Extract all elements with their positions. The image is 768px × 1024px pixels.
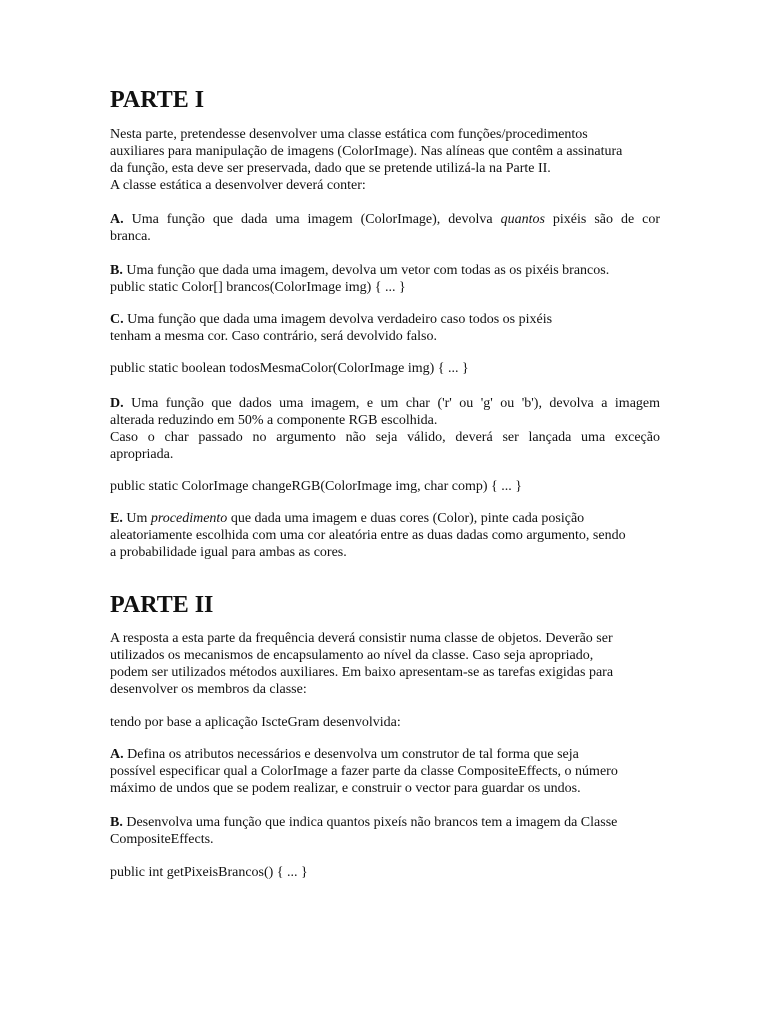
item-2b-signature: public int getPixeisBrancos() { ... }	[110, 865, 308, 880]
item-2b-text: Desenvolva uma função que indica quantos pixeís não brancos tem a imagem da Classe	[126, 815, 618, 830]
parte-2-intro	[110, 630, 660, 698]
item-1c-line	[110, 311, 660, 328]
item-1b-text: Uma função que dada uma imagem, devolva um vetor com todas as os pixéis brancos.	[126, 263, 610, 278]
intro-line: da função, esta deve ser preservada, dado que se pretende utilizá-la na Parte II.	[110, 161, 551, 176]
item-1c	[110, 311, 660, 345]
item-1b-signature: public static Color[] brancos(ColorImage img) { ... }	[110, 280, 406, 295]
item-letter: B.	[110, 815, 123, 830]
item-1e	[110, 510, 660, 561]
item-1d-line2: alterada reduzindo em 50% a componente RGB escolhida.	[110, 413, 438, 428]
item-letter: C.	[110, 312, 124, 327]
intro-line: podem ser utilizados métodos auxiliares. Em baixo apresentam-se as tarefas exigidas para	[110, 665, 614, 680]
item-1a-line2: branca.	[110, 229, 151, 244]
item-2a-line2: possível especificar qual a ColorImage a fazer parte da classe CompositeEffects, o número	[110, 764, 618, 779]
item-1d-line3: Caso o char passado no argumento não seja válido, deverá ser lançada uma exceção	[110, 430, 660, 445]
item-letter: E.	[110, 511, 123, 526]
item-1e-line2: aleatoriamente escolhida com uma cor aleatória entre as duas dadas como argumento, sendo	[110, 528, 626, 543]
parte-2-base: tendo por base a aplicação IscteGram desenvolvida:	[110, 715, 401, 730]
item-2a	[110, 746, 660, 797]
item-1d-line4: apropriada.	[110, 447, 174, 462]
item-1e-italic: procedimento	[150, 511, 228, 526]
item-letter: A.	[110, 747, 124, 762]
item-1d	[110, 395, 660, 463]
item-1d-text: Uma função que dados uma imagem, e um char ('r' ou 'g' ou 'b'), devolva a imagem	[131, 396, 661, 411]
item-1e-line3: a probabilidade igual para ambas as cores.	[110, 545, 347, 560]
item-letter: B.	[110, 263, 123, 278]
item-2a-text: Defina os atributos necessários e desenvolva um construtor de tal forma que seja	[127, 747, 579, 762]
item-letter: A.	[110, 212, 124, 227]
item-1a-text-after: pixéis são de cor	[552, 212, 661, 227]
item-2b-line	[110, 814, 660, 831]
item-1e-text: Um	[126, 511, 148, 526]
item-1c-signature: public static boolean todosMesmaColor(ColorImage img) { ... }	[110, 361, 469, 376]
item-1b-line	[110, 262, 660, 279]
parte-2-heading: PARTE II	[110, 592, 214, 618]
item-1c-text: Uma função que dada uma imagem devolva verdadeiro caso todos os pixéis	[127, 312, 553, 327]
item-2a-line	[110, 746, 660, 763]
intro-line: auxiliares para manipulação de imagens (ColorImage). Nas alíneas que contêm a assinatura	[110, 144, 623, 159]
item-2b	[110, 814, 660, 848]
item-1d-line	[110, 395, 660, 412]
intro-line: Nesta parte, pretendesse desenvolver uma classe estática com funções/procedimentos	[110, 127, 588, 142]
item-1c-line2: tenham a mesma cor. Caso contrário, será devolvido falso.	[110, 329, 437, 344]
item-1a-italic: quantos	[500, 212, 545, 227]
item-1a-text: Uma função que dada uma imagem (ColorImage), devolva	[131, 212, 493, 227]
intro-line: desenvolver os membros da classe:	[110, 682, 307, 697]
item-1a-line	[110, 211, 660, 228]
intro-line: A classe estática a desenvolver deverá conter:	[110, 178, 366, 193]
item-1d-signature: public static ColorImage changeRGB(ColorImage img, char comp) { ... }	[110, 479, 522, 494]
item-2b-line2: CompositeEffects.	[110, 832, 214, 847]
intro-line: utilizados os mecanismos de encapsulamento ao nível da classe. Caso seja apropriado,	[110, 648, 594, 663]
parte-1-heading: PARTE I	[110, 87, 205, 113]
item-letter: D.	[110, 396, 124, 411]
item-1e-line	[110, 510, 660, 527]
item-1b	[110, 262, 660, 296]
item-1a	[110, 211, 660, 245]
parte-1-intro	[110, 126, 660, 194]
item-1e-text-after: que dada uma imagem e duas cores (Color), pinte cada posição	[230, 511, 585, 526]
intro-line: A resposta a esta parte da frequência deverá consistir numa classe de objetos. Deverão ser	[110, 631, 613, 646]
item-2a-line3: máximo de undos que se podem realizar, e construir o vector para guardar os undos.	[110, 781, 581, 796]
